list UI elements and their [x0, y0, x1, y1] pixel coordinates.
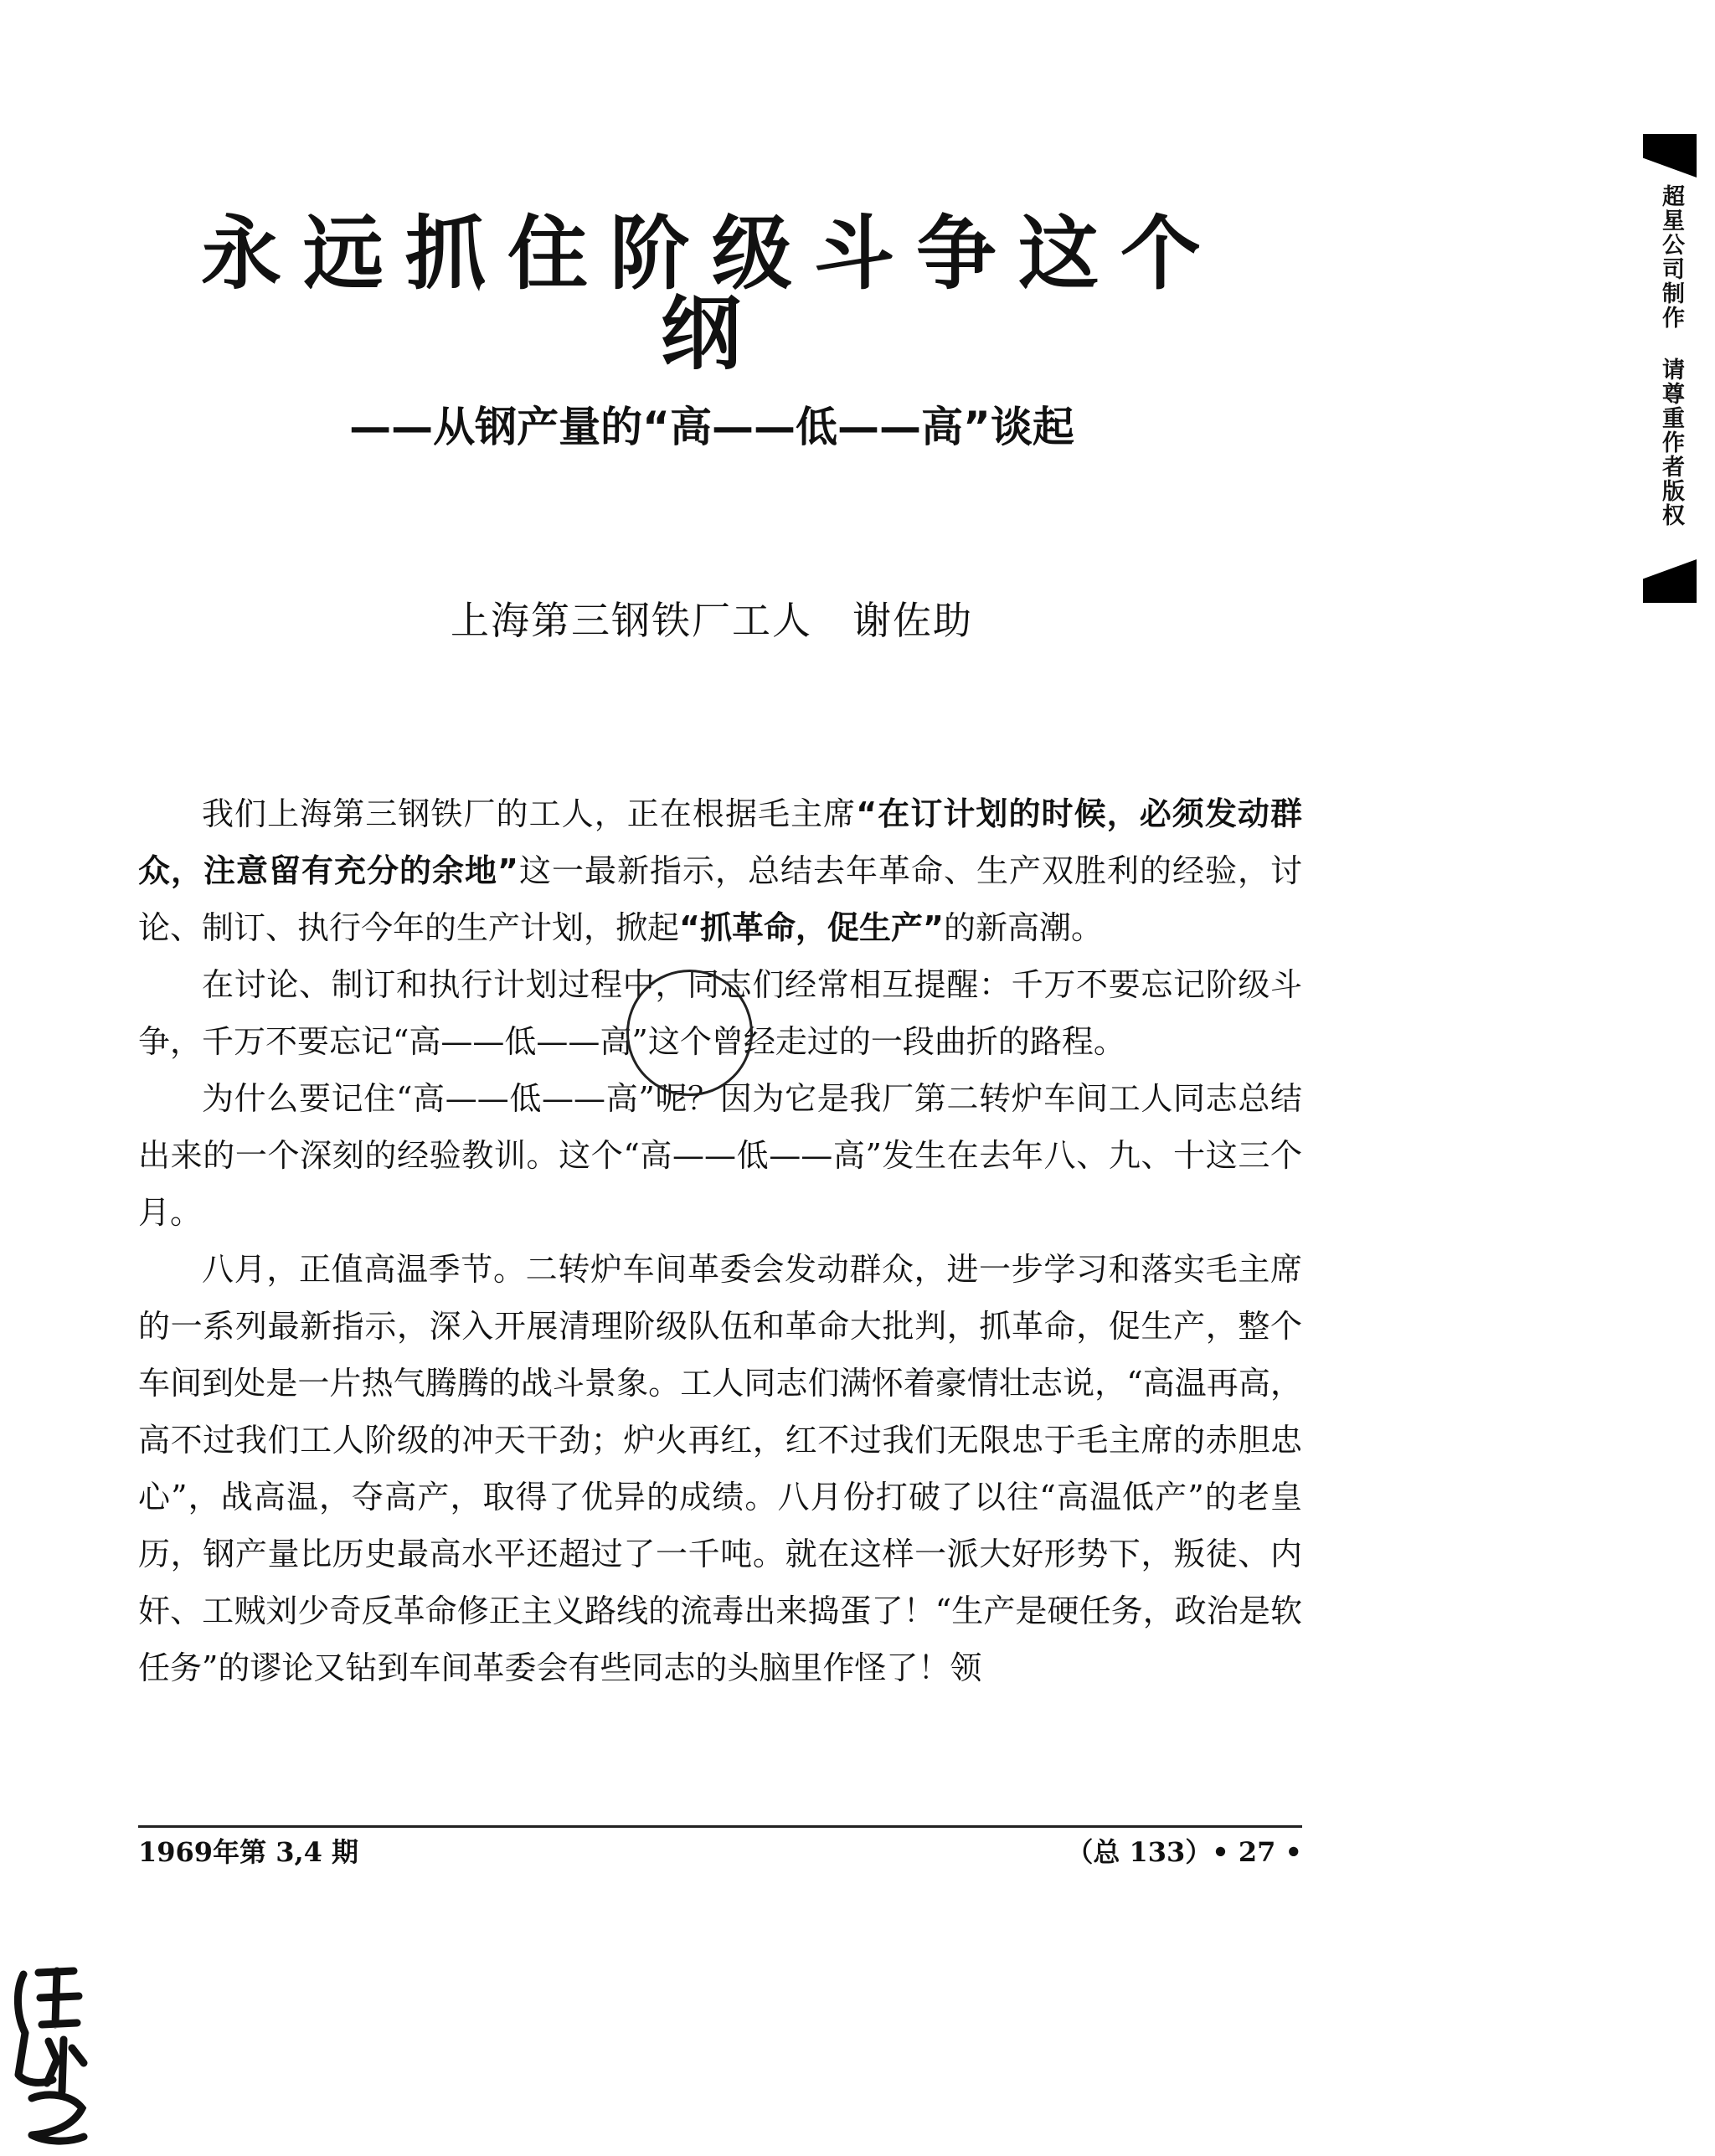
seal-stamp-icon [7, 1958, 99, 2150]
watermark-bar-top [1643, 134, 1697, 178]
paragraph-2: 在讨论、制订和执行计划过程中，同志们经常相互提醒：千万不要忘记阶级斗争，千万不要忘记“高——低——高”这个曾经走过的一段曲折的路程。 [138, 966, 1302, 1060]
paragraph-3: 为什么要记住“高——低——高”呢？因为它是我厂第二转炉车间工人同志总结出来的一个深刻的经验教训。这个“高——低——高”发生在去年八、九、十这三个月。 [138, 1080, 1302, 1231]
footer-issue: 1969年第 3,4 期 [138, 1836, 359, 1868]
paragraph-1 [138, 785, 1302, 956]
article-title: 永远抓住阶级斗争这个纲 [201, 207, 1223, 381]
copyright-watermark [1643, 134, 1703, 603]
watermark-bar-bottom [1643, 559, 1697, 603]
footer-page-number: （总 133）• 27 • [1066, 1836, 1302, 1868]
article-byline [335, 598, 1089, 643]
paragraph-4: 八月，正值高温季节。二转炉车间革委会发动群众，进一步学习和落实毛主席的一系列最新指示，深入开展清理阶级队伍和革命大批判，抓革命，促生产，整个车间到处是一片热气腾腾的战斗景象。工人同志们满怀着豪情壮志说，“高温再高，高不过我们工人阶级的冲天干劲；炉火再红，红不过我们无限忠于毛主席的赤胆忠心”，战高温，夺高产，取得了优异的成绩。八月份打破了以往“高温低产”的老皇历，钢产量比历史最高水平还超过了一千吨。就在这样一派大好形势下，叛徒、内奸、工贼刘少奇反革命修正主义路线的流毒出来捣蛋了！“生产是硬任务，政治是软任务”的谬论又钻到车间革委会有些同志的头脑里作怪了！领 [138, 1251, 1302, 1686]
paragraph-text: 的新高潮。 [943, 909, 1103, 946]
article-body [138, 785, 1302, 1696]
slogan-emphasis: “抓革命，促生产” [679, 909, 944, 946]
quotation-emphasis: “在订计划的时候，必须发动群众，注意留有充分的余地” [138, 795, 1302, 889]
paragraph-text: 这一最新指示，总结去年革命、生产双胜利的经验，讨论、制订、执行今年的生产计划，掀起 [138, 852, 1302, 946]
author-name: 谢佐助 [852, 598, 973, 643]
handwritten-circle-mark [626, 970, 753, 1096]
footer-divider [138, 1825, 1302, 1828]
paragraph-text: 我们上海第三钢铁厂的工人，正在根据毛主席 [202, 795, 857, 832]
watermark-text: 超星公司制作 请尊重作者版权 [1658, 184, 1684, 527]
author-organization: 上海第三钢铁厂工人 [451, 598, 812, 643]
article-subtitle: ——从钢产量的“高——低——高”谈起 [349, 403, 1074, 451]
